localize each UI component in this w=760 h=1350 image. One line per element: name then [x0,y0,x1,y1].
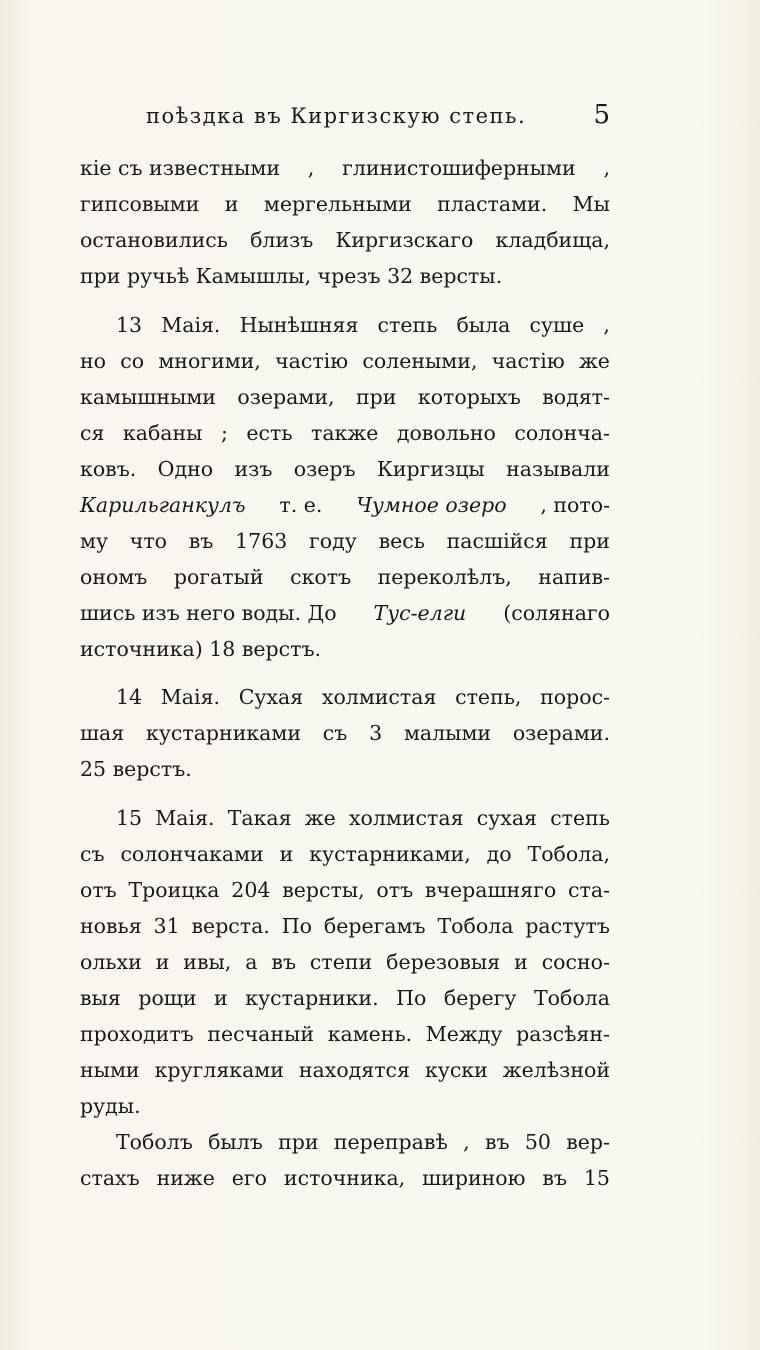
text-line: 25 верстъ. [80,757,192,781]
text-line: ольхи и ивы, а въ степи березовыя и сосно- [80,950,610,974]
page-body [80,150,610,1196]
page-header [80,100,610,136]
text-line: новья 31 верста. По берегамъ Тобола растутъ [80,914,610,938]
text-line: остановились близъ Киргизскаго кладбища, [80,228,610,252]
text-line: 13 Маія. Нынѣшняя степь была суше , [116,313,610,337]
text-line: шая кустарниками съ 3 малыми озерами. [80,721,610,745]
text-line: гипсовыми и мергельными пластами. Мы [80,192,610,216]
text-line: при ручьѣ Камышлы, чрезъ 32 версты. [80,264,503,288]
text-fragment: (солянаго [503,601,610,625]
text-line: проходитъ песчаный камень. Между разсѣян- [80,1022,610,1046]
italic-term: Чумное озеро [356,493,507,517]
paragraph-may-14 [80,679,610,787]
text-line: ономъ рогатый скотъ переколѣлъ, напив- [80,565,610,589]
paragraph-tobol [80,1124,610,1196]
text-line: 14 Маія. Сухая холмистая степь, порос- [116,685,610,709]
text-line [80,595,610,631]
text-line: му что въ 1763 году весь пасшійся при [80,529,610,553]
text-line [80,487,610,523]
text-line: выя рощи и кустарники. По берегу Тобола [80,986,610,1010]
text-fragment: т. е. [279,493,323,517]
text-line: но со многими, частію солеными, частію же [80,349,610,373]
text-line: 15 Маія. Такая же холмистая сухая степь [116,806,610,830]
running-title: поѣздка въ Киргизскую степь. [146,104,527,128]
italic-term: Тус-елги [373,601,467,625]
text-line: кіе съ известными , глинистошиферными , [80,156,610,180]
paragraph-continuation [80,150,610,294]
paragraph-may-13 [80,307,610,667]
text-line: ковъ. Одно изъ озеръ Киргизцы называли [80,457,610,481]
text-line: источника) 18 верстъ. [80,637,322,661]
text-line: съ солончаками и кустарниками, до Тобола, [80,842,610,866]
text-line: камышными озерами, при которыхъ водят- [80,385,610,409]
text-line: руды. [80,1094,141,1118]
text-line: ся кабаны ; есть также довольно солонча- [80,421,610,445]
italic-term: Карильганкулъ [80,493,246,517]
page-number: 5 [593,100,610,130]
text-line: отъ Троицка 204 версты, отъ вчерашняго ста- [80,878,610,902]
paragraph-may-15 [80,800,610,1124]
text-line: ными кругляками находятся куски желѣзной [80,1058,610,1082]
text-line: стахъ ниже его источника, шириною въ 15 [80,1166,610,1190]
text-fragment: шись изъ него воды. До [80,601,337,625]
text-fragment: , пото- [540,493,610,517]
text-line: Тоболъ былъ при переправѣ , въ 50 вер- [116,1130,610,1154]
